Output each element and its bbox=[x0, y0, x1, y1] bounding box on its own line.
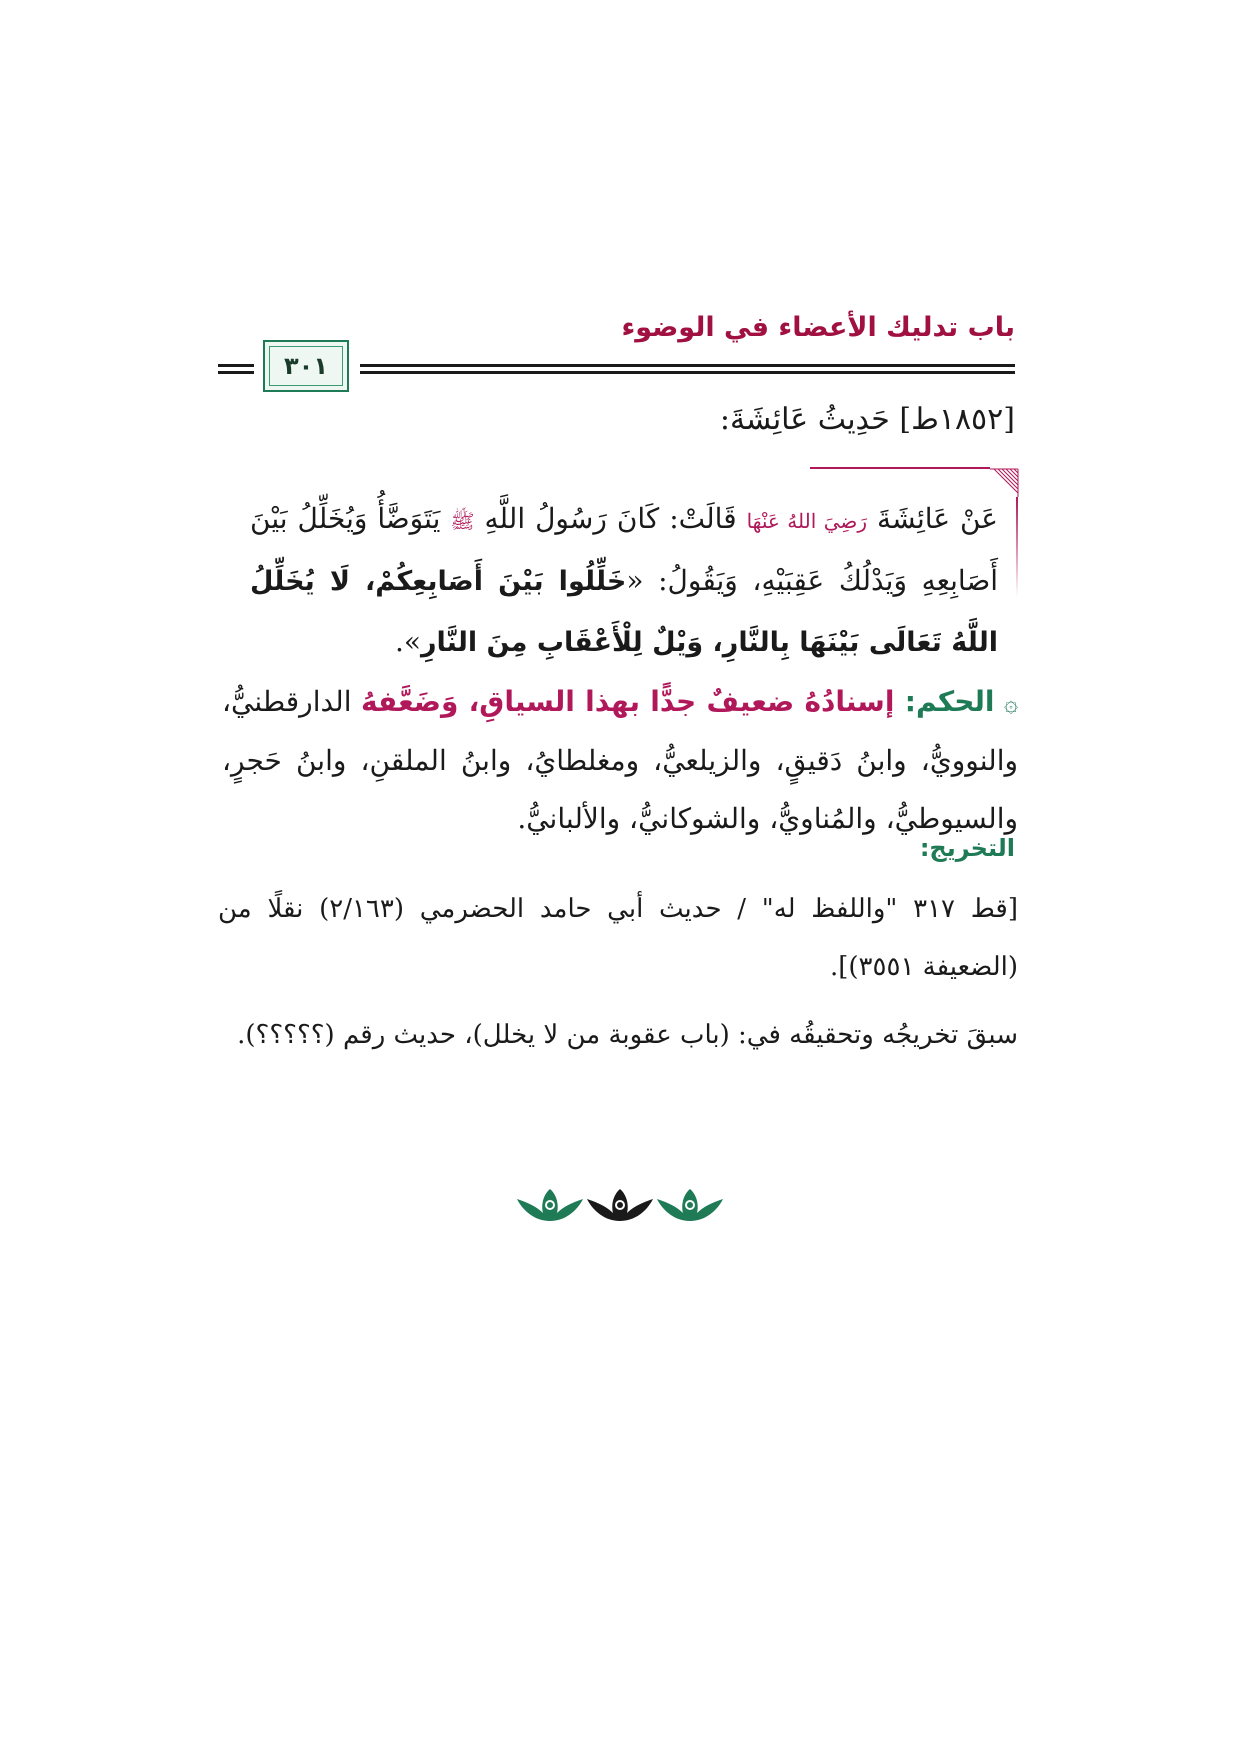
takhrij-paragraph: [قط ٣١٧ "واللفظ له" / حديث أبي حامد الحضرمي (٢/١٦٣) نقلًا من (الضعيفة ٣٥٥١)]. bbox=[218, 894, 1018, 982]
ruling-highlight: إسنادُهُ ضعيفٌ جدًّا بهذا السياقِ، وَضَعَّفهُ bbox=[360, 685, 905, 718]
box-border-top bbox=[810, 467, 990, 469]
salla-glyph: ﷺ bbox=[450, 509, 475, 533]
hadith-text-part: يَتَوَضَّأُ وَيُخَلِّلُ بَيْنَ أَصَابِعِهِ وَيَدْلُكُ عَقِبَيْهِ، وَيَقُولُ: « bbox=[250, 502, 998, 597]
page-number: ٣٠١ bbox=[284, 352, 328, 380]
lotus-icon bbox=[657, 1189, 723, 1221]
takhrij-section bbox=[218, 880, 1018, 1064]
hadith-heading: [١٨٥٢ط] حَدِيثُ عَائِشَةَ: bbox=[719, 402, 1015, 437]
radiyallah-glyph: رَضِيَ اللهُ عَنْهَا bbox=[746, 509, 868, 533]
hadith-quote: خَلِّلُوا بَيْنَ أَصَابِعِكُمْ، لَا يُخَلِّلُ اللَّهُ تَعَالَى بَيْنَهَا بِالنَّارِ، وَيْلٌ لِلْأَعْقَابِ مِنَ النَّارِ bbox=[250, 566, 998, 658]
hadith-text bbox=[250, 489, 998, 673]
ruling-text: الدارقطنيُّ، والنوويُّ، وابنُ دَقيقٍ، والزيلعيُّ، ومغلطايُ، وابنُ الملقنِ، وابنُ حَجرٍ، والسيوطيُّ، والمُناويُّ، والشوكانيُّ، والألبانيُّ. bbox=[222, 685, 1018, 835]
takhrij-paragraph: سبقَ تخريجُه وتحقيقُه في: (باب عقوبة من لا يخلل)، حديث رقم (؟؟؟؟؟). bbox=[237, 1020, 1018, 1050]
flower-icon: ۞ bbox=[1003, 689, 1019, 717]
page-number-badge bbox=[263, 340, 349, 392]
header-rule bbox=[218, 364, 254, 367]
hadith-text-part: عَنْ عَائِشَةَ bbox=[867, 502, 999, 535]
takhrij-label: التخريج: bbox=[919, 834, 1015, 862]
hadith-text-end: ». bbox=[394, 625, 421, 658]
page-header bbox=[218, 300, 1015, 390]
ruling-label: الحكم: bbox=[904, 685, 995, 718]
header-rule bbox=[218, 371, 254, 374]
hadith-box bbox=[250, 467, 1020, 673]
box-border-right bbox=[1016, 497, 1018, 597]
lotus-icon bbox=[587, 1189, 653, 1221]
ruling-paragraph bbox=[222, 673, 1018, 848]
section-end-ornament-icon bbox=[515, 1185, 725, 1225]
chapter-title: باب تدليك الأعضاء في الوضوء bbox=[621, 312, 1015, 343]
header-rule bbox=[360, 371, 1015, 374]
hadith-text-part: قَالَتْ: كَانَ رَسُولُ اللَّهِ bbox=[474, 502, 747, 535]
lotus-icon bbox=[517, 1189, 583, 1221]
header-rule bbox=[360, 364, 1015, 367]
